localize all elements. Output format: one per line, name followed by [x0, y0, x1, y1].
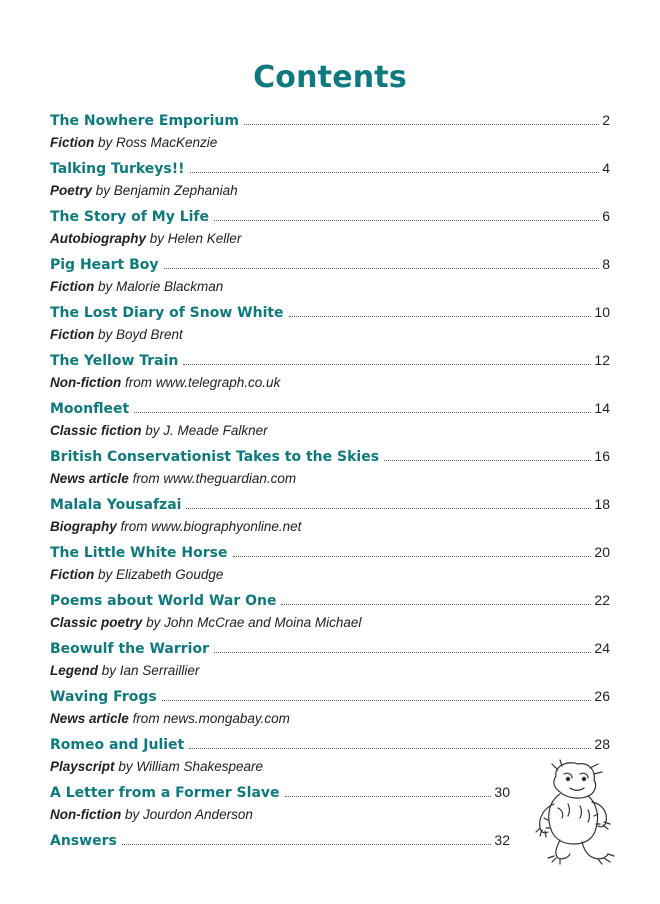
entry-title: Waving Frogs: [50, 689, 157, 705]
entry-genre: Poetry: [50, 183, 93, 198]
page-number: 24: [594, 640, 610, 656]
entry-byline: by Helen Keller: [149, 231, 242, 246]
toc-entry[interactable]: [50, 544, 610, 592]
dot-leader: [164, 267, 600, 269]
entry-genre: Non-fiction: [50, 375, 122, 390]
entry-genre: News article: [50, 471, 129, 486]
entry-byline: from www.theguardian.com: [132, 471, 297, 486]
page-number: 8: [602, 256, 610, 272]
dot-leader: [189, 747, 591, 749]
page-number: 32: [494, 832, 510, 848]
entry-title: Talking Turkeys!!: [50, 161, 185, 177]
entry-title: A Letter from a Former Slave: [50, 785, 280, 801]
entry-byline: by Ross MacKenzie: [98, 135, 218, 150]
entry-title: The Story of My Life: [50, 209, 210, 225]
dot-leader: [134, 411, 591, 413]
page-number: 28: [594, 736, 610, 752]
entry-byline: by John McCrae and Moina Michael: [146, 615, 362, 630]
toc-entry[interactable]: [50, 160, 610, 208]
page-number: 14: [594, 400, 610, 416]
page-number: 18: [594, 496, 610, 512]
page-number: 16: [594, 448, 610, 464]
page-title: Contents: [253, 60, 407, 95]
entry-title: The Yellow Train: [50, 353, 179, 369]
page-number: 22: [594, 592, 610, 608]
beast-illustration-icon: [518, 758, 628, 868]
entry-genre: Legend: [50, 663, 99, 678]
entry-genre: Non-fiction: [50, 807, 122, 822]
entry-title: Romeo and Juliet: [50, 737, 185, 753]
entry-genre: Fiction: [50, 135, 95, 150]
entry-genre: Fiction: [50, 567, 95, 582]
entry-byline: from news.mongabay.com: [132, 711, 290, 726]
dot-leader: [214, 219, 599, 221]
page-number: 10: [594, 304, 610, 320]
toc-entry[interactable]: [50, 448, 610, 496]
dot-leader: [384, 459, 591, 461]
entry-byline: by Boyd Brent: [98, 327, 183, 342]
dot-leader: [162, 699, 592, 701]
page-number: 4: [602, 160, 610, 176]
entry-byline: by Benjamin Zephaniah: [95, 183, 238, 198]
entry-genre: Fiction: [50, 279, 95, 294]
page-number: 20: [594, 544, 610, 560]
entry-genre: Playscript: [50, 759, 115, 774]
entry-genre: Classic poetry: [50, 615, 143, 630]
dot-leader: [190, 171, 600, 173]
toc-entry[interactable]: [50, 592, 610, 640]
page-number: 12: [594, 352, 610, 368]
entry-title: Beowulf the Warrior: [50, 641, 209, 657]
entry-genre: Fiction: [50, 327, 95, 342]
dot-leader: [281, 603, 591, 605]
entry-byline: by Jourdon Anderson: [125, 807, 253, 822]
toc-entry[interactable]: [50, 688, 610, 736]
entry-title: Pig Heart Boy: [50, 257, 159, 273]
entry-byline: by J. Meade Falkner: [145, 423, 268, 438]
entry-title: Malala Yousafzai: [50, 497, 182, 513]
toc-entry[interactable]: [50, 640, 610, 688]
toc-entry[interactable]: [50, 112, 610, 160]
entry-byline: from www.telegraph.co.uk: [125, 375, 281, 390]
dot-leader: [214, 651, 591, 653]
entry-byline: by Ian Serraillier: [101, 663, 200, 678]
entry-byline: by Malorie Blackman: [98, 279, 224, 294]
toc-entry[interactable]: [50, 208, 610, 256]
entry-byline: by Elizabeth Goudge: [98, 567, 224, 582]
dot-leader: [289, 315, 592, 317]
toc-entry[interactable]: [50, 400, 610, 448]
dot-leader: [244, 123, 599, 125]
toc-entry[interactable]: [50, 256, 610, 304]
page-number: 30: [494, 784, 510, 800]
entry-title: British Conservationist Takes to the Skies: [50, 449, 380, 465]
entry-genre: News article: [50, 711, 129, 726]
page-number: 26: [594, 688, 610, 704]
dot-leader: [285, 795, 492, 797]
toc-entry[interactable]: [50, 496, 610, 544]
dot-leader: [186, 507, 591, 509]
entry-genre: Biography: [50, 519, 117, 534]
dot-leader: [122, 843, 492, 845]
entry-title: Poems about World War One: [50, 593, 277, 609]
dot-leader: [183, 363, 591, 365]
entry-genre: Classic fiction: [50, 423, 142, 438]
dot-leader: [233, 555, 592, 557]
entry-title: The Little White Horse: [50, 545, 228, 561]
toc-entry[interactable]: [50, 352, 610, 400]
page-number: 2: [602, 112, 610, 128]
entry-genre: Autobiography: [50, 231, 146, 246]
entry-title: Answers: [50, 833, 117, 849]
entry-title: Moonfleet: [50, 401, 130, 417]
entry-title: The Lost Diary of Snow White: [50, 305, 284, 321]
entry-byline: by William Shakespeare: [118, 759, 264, 774]
page-number: 6: [602, 208, 610, 224]
entry-byline: from www.biographyonline.net: [120, 519, 302, 534]
entry-title: The Nowhere Emporium: [50, 113, 239, 129]
toc-entry[interactable]: [50, 304, 610, 352]
